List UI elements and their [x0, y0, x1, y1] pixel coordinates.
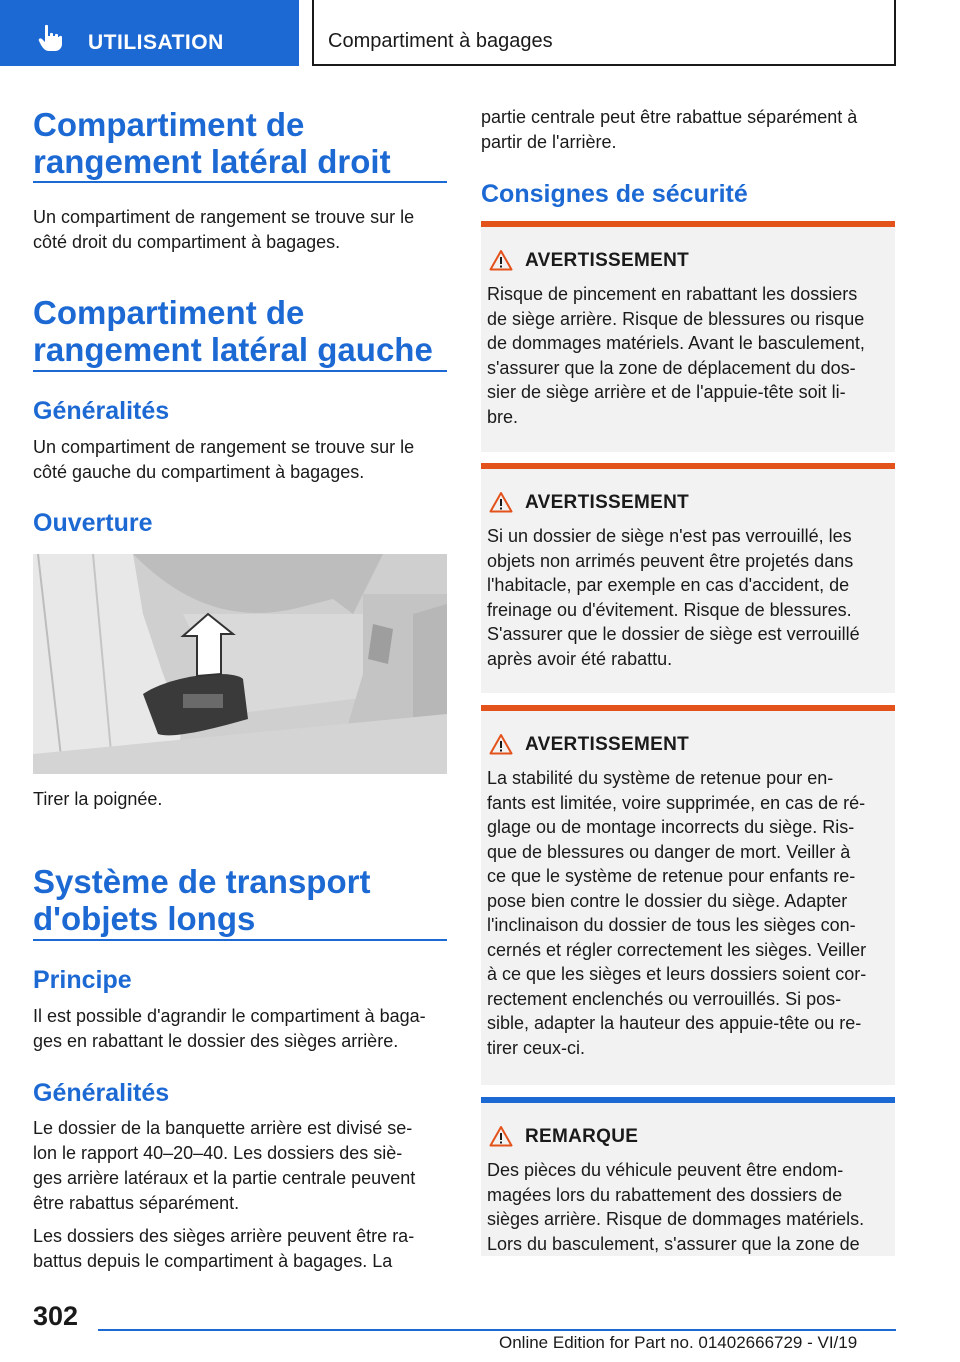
text-line: Si un dossier de siège n'est pas verrouillé, les [487, 526, 852, 546]
text-line: freinage ou d'évitement. Risque de blessures. [487, 599, 852, 620]
text-line: Il est possible d'agrandir le compartiment à baga- [33, 1006, 426, 1026]
warning-triangle-icon [489, 491, 513, 513]
text-line: sible, adapter la hauteur des appuie-tête ou re- [487, 1013, 862, 1033]
text-line: Risque de pincement en rabattant les dossiers [487, 284, 858, 304]
text-line: partir de l'arrière. [481, 132, 617, 152]
warning-triangle-icon [489, 733, 513, 755]
text-line: que de blessures ou danger de mort. Veiller à [487, 841, 851, 862]
subheading-general: Généralités [33, 397, 170, 425]
warning-text [487, 282, 889, 429]
text-line: S'assurer que le dossier de siège est verrouillé [487, 624, 860, 644]
subheading-general-2: Généralités [33, 1079, 170, 1107]
text-line: Un compartiment de rangement se trouve sur le [33, 207, 415, 227]
text-line: de siège arrière. Risque de blessures ou risque [487, 308, 865, 329]
paragraph-principle [33, 1004, 447, 1054]
text-line: de dommages matériels. Avant le basculement, [487, 333, 865, 353]
warning-box [481, 705, 895, 1085]
text-line: lon le rapport 40–20–40. Les dossiers des siè- [33, 1143, 403, 1163]
text-line: l'inclinaison du dossier de tous les sièges con- [487, 915, 856, 935]
warning-text [487, 524, 889, 671]
notice-title: REMARQUE [525, 1126, 639, 1147]
footer-rule [98, 1329, 896, 1331]
paragraph-general-2a [33, 1116, 447, 1216]
text-line: sier de siège arrière et de l'appuie-tête soit li- [487, 382, 846, 402]
subheading-safety: Consignes de sécurité [481, 180, 748, 208]
heading-line: Compartiment de [33, 294, 305, 331]
text-line: s'assurer que la zone de déplacement du dos- [487, 357, 856, 378]
text-line: battus depuis le compartiment à bagages. La [33, 1251, 393, 1271]
text-line: partie centrale peut être rabattue séparément à [481, 107, 858, 127]
page-number: 302 [33, 1301, 79, 1331]
notice-triangle-icon [489, 1125, 513, 1147]
text-line: côté droit du compartiment à bagages. [33, 232, 341, 252]
paragraph-storage-right [33, 205, 447, 255]
text-line: Un compartiment de rangement se trouve sur le [33, 437, 415, 457]
heading-line: rangement latéral droit [33, 143, 391, 180]
text-line: cernés et régler correctement les sièges. Veiller [487, 939, 867, 960]
heading-rule [33, 181, 447, 183]
text-line: pose bien contre le dossier du siège. Adapter [487, 890, 848, 911]
text-line: glage ou de montage incorrects du siège. Ris- [487, 817, 855, 837]
text-line: à ce que les sièges et leurs dossiers soient cor- [487, 964, 867, 984]
photo-caption: Tirer la poignée. [33, 789, 163, 809]
paragraph-storage-left [33, 435, 447, 485]
notice-bar [481, 1097, 895, 1103]
text-line: objets non arrimés peuvent être projetés dans [487, 550, 854, 571]
text-line: rectement enclenchés ou verrouillés. Si pos- [487, 988, 842, 1009]
warning-box [481, 463, 895, 693]
page-title: Compartiment à bagages [328, 30, 553, 52]
text-line: La stabilité du système de retenue pour en- [487, 768, 834, 788]
section-label: UTILISATION [88, 31, 224, 54]
warning-triangle-icon [489, 249, 513, 271]
paragraph-continued [481, 105, 895, 155]
notice-text [487, 1158, 889, 1256]
warning-title: AVERTISSEMENT [525, 734, 690, 755]
heading-rule [33, 370, 447, 372]
illustration-storage-handle [33, 554, 447, 774]
heading-line: Système de transport [33, 863, 371, 900]
warning-bar [481, 463, 895, 469]
text-line: sièges arrière. Risque de dommages matériels. [487, 1209, 865, 1229]
text-line: Lors du basculement, s'assurer que la zone de [487, 1233, 860, 1254]
hand-pointer-icon [38, 24, 64, 52]
heading-line: rangement latéral gauche [33, 331, 433, 368]
trunk-illustration [33, 554, 447, 774]
section-tab[interactable] [0, 0, 299, 66]
heading-storage-right [33, 106, 391, 180]
text-line: fants est limitée, voire supprimée, en cas de ré- [487, 792, 866, 813]
text-line: ges arrière latéraux et la partie centrale peuvent [33, 1168, 416, 1188]
warning-box [481, 221, 895, 452]
footer-edition: Online Edition for Part no. 01402666729 - VI/19 [499, 1333, 858, 1352]
subheading-opening: Ouverture [33, 509, 153, 537]
warning-bar [481, 705, 895, 711]
text-line: magées lors du rabattement des dossiers de [487, 1184, 843, 1205]
text-line: être rabattus séparément. [33, 1193, 240, 1213]
warning-text [487, 766, 889, 1060]
text-line: après avoir été rabattu. [487, 648, 673, 669]
heading-long-objects [33, 863, 370, 937]
text-line: tirer ceux-ci. [487, 1037, 586, 1058]
text-line: Les dossiers des sièges arrière peuvent être ra- [33, 1226, 415, 1246]
text-line: ce que le système de retenue pour enfants re- [487, 866, 856, 886]
warning-title: AVERTISSEMENT [525, 492, 690, 513]
text-line: l'habitacle, par exemple en cas d'accident, de [487, 575, 850, 595]
heading-line: Compartiment de [33, 106, 305, 143]
heading-rule [33, 939, 447, 941]
text-line: bre. [487, 406, 519, 427]
notice-box [481, 1097, 895, 1256]
warning-bar [481, 221, 895, 227]
text-line: ges en rabattant le dossier des sièges arrière. [33, 1031, 399, 1051]
text-line: côté gauche du compartiment à bagages. [33, 462, 365, 482]
heading-storage-left [33, 294, 433, 368]
heading-line: d'objets longs [33, 900, 256, 937]
page-title-box [312, 0, 896, 66]
text-line: Le dossier de la banquette arrière est divisé se- [33, 1118, 413, 1138]
paragraph-general-2b [33, 1224, 447, 1274]
warning-title: AVERTISSEMENT [525, 250, 690, 271]
subheading-principle: Principe [33, 966, 132, 994]
text-line: Des pièces du véhicule peuvent être endom- [487, 1160, 844, 1180]
